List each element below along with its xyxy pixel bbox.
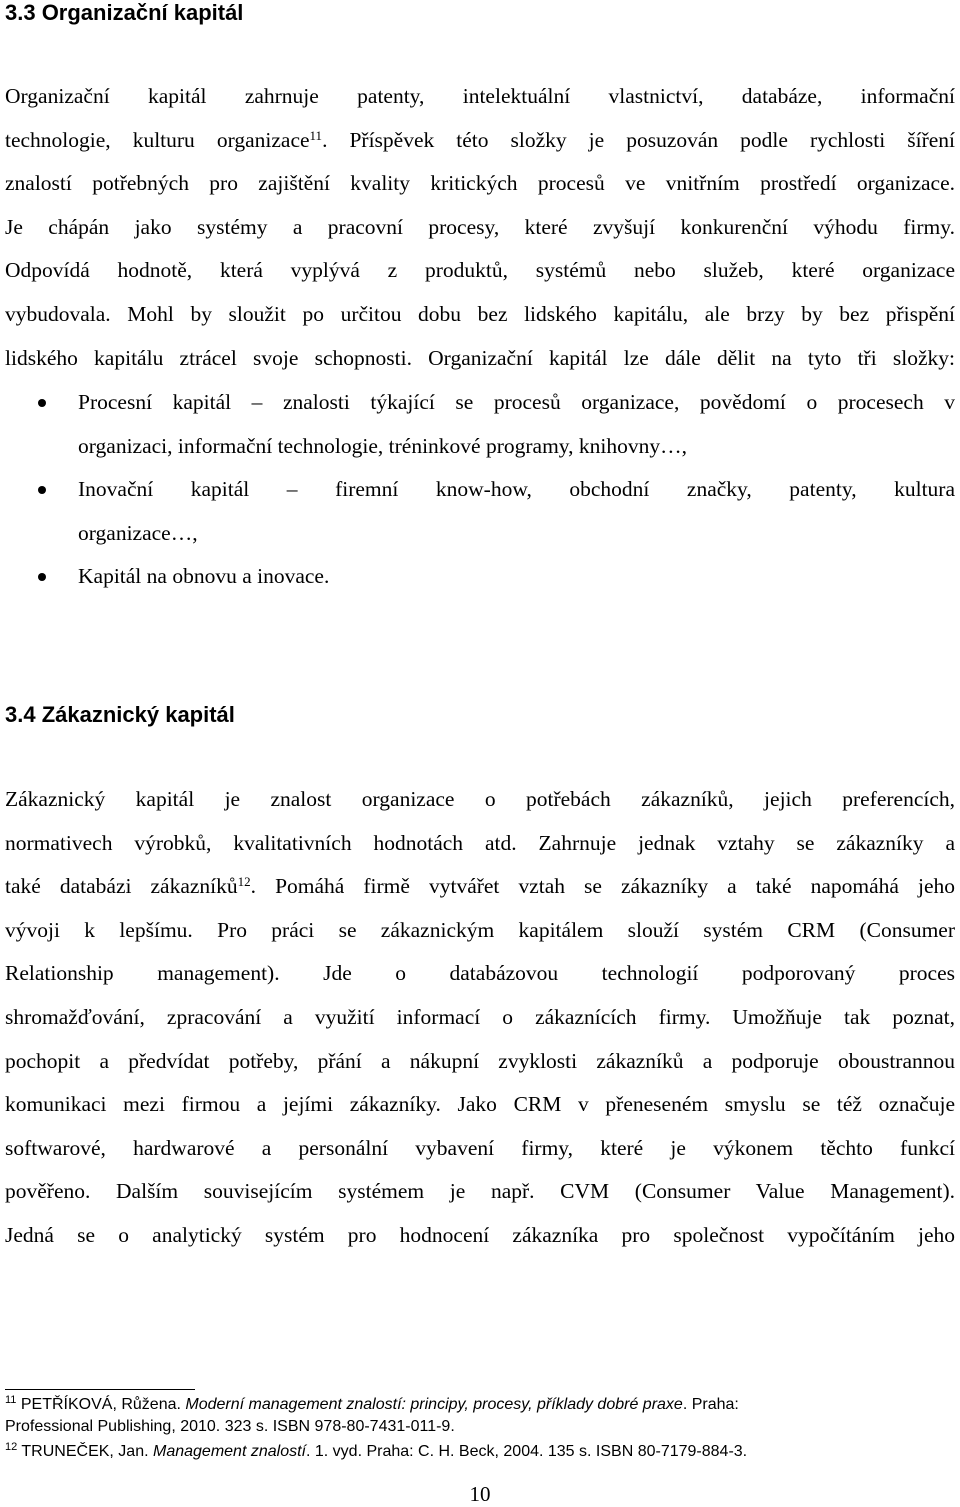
bullet-icon xyxy=(38,573,46,581)
text-line: Jedná se o analytický systém pro hodnocení zákazníka pro společnost vypočítáním jeho xyxy=(5,1222,955,1247)
footnote-11 xyxy=(5,1394,955,1438)
text-line: znalostí potřebných pro zajištění kvality kritických procesů ve vnitřním prostředí organizace. xyxy=(5,171,955,196)
footnote-publication: . Praha: xyxy=(682,1396,739,1413)
section-heading-3-4: 3.4 Zákaznický kapitál xyxy=(5,702,235,727)
paragraph-organizational-capital xyxy=(5,75,955,380)
footnote-divider xyxy=(5,1389,195,1390)
text-line: Procesní kapitál – znalosti týkající se procesů organizace, povědomí o procesech v xyxy=(78,390,955,414)
text-line: organizaci, informační technologie, tréninkové programy, knihovny…, xyxy=(78,433,687,458)
text-line: Je chápán jako systémy a pracovní procesy, které zvyšují konkurenční výhodu firmy. xyxy=(5,214,955,239)
text-line: vybudovala. Mohl by sloužit po určitou dobu bez lidského kapitálu, ale brzy by bez přispění xyxy=(5,301,955,326)
list-item xyxy=(0,555,955,599)
bullet-icon xyxy=(38,399,46,407)
text-line: pochopit a předvídat potřeby, přání a nákupní zvyklosti zákazníků a podporuje oboustrannou xyxy=(5,1048,955,1073)
bullet-list-components xyxy=(0,381,955,599)
text-line: Organizační kapitál zahrnuje patenty, intelektuální vlastnictví, databáze, informační xyxy=(5,84,955,108)
footnote-ref-11[interactable]: 11 xyxy=(309,127,323,143)
text-line: Relationship management). Jde o databázovou technologií podporovaný proces xyxy=(5,961,955,986)
text-line: technologie, kulturu organizace$^{11}$. Příspěvek této složky je posuzován podle rychlosti šíření xyxy=(5,127,955,152)
footnote-title: Moderní management znalostí: principy, procesy, příklady dobré praxe xyxy=(185,1396,683,1413)
footnote-publication: . 1. vyd. Praha: C. H. Beck, 2004. 135 s. ISBN 80-7179-884-3. xyxy=(305,1443,748,1460)
text-line: vývoji k lepšímu. Pro práci se zákaznickým kapitálem slouží systém CRM (Consumer xyxy=(5,917,955,942)
list-item xyxy=(0,468,955,555)
footnote-author: TRUNEČEK, Jan. xyxy=(21,1443,153,1460)
text-line: organizace…, xyxy=(78,520,198,545)
text-line: softwarové, hardwarové a personální vybavení firmy, které je výkonem těchto funkcí xyxy=(5,1135,955,1160)
footnote-author: PETŘÍKOVÁ, Růžena. xyxy=(20,1396,186,1413)
text-line: Inovační kapitál – firemní know-how, obchodní značky, patenty, kultura xyxy=(78,477,955,502)
page-number: 10 xyxy=(469,1482,491,1506)
section-heading-3-3: 3.3 Organizační kapitál xyxy=(5,0,244,25)
text-line: také databázi zákazníků$^{12}$. Pomáhá firmě vytvářet vztah se zákazníky a také napomáhá jeho xyxy=(5,874,955,899)
footnote-publication-cont: Professional Publishing, 2010. 323 s. ISBN 978-80-7431-011-9. xyxy=(5,1418,455,1435)
list-item xyxy=(0,381,955,468)
footnote-number: 12 xyxy=(5,1441,18,1453)
footnote-title: Management znalostí xyxy=(153,1443,306,1460)
bullet-icon xyxy=(38,486,46,494)
text-line: normativech výrobků, kvalitativních hodnotách atd. Zahrnuje jednak vztahy se zákazníky a xyxy=(5,830,955,855)
text-line: Odpovídá hodnotě, která vyplývá z produktů, systémů nebo služeb, které organizace xyxy=(5,258,955,283)
footnote-ref-12[interactable]: 12 xyxy=(237,874,251,890)
footnote-12 xyxy=(5,1441,955,1463)
paragraph-customer-capital xyxy=(5,778,955,1258)
text-line: shromažďování, zpracování a využití informací o zákaznících firmy. Umožňuje tak poznat, xyxy=(5,1004,955,1029)
text-line: komunikaci mezi firmou a jejími zákazníky. Jako CRM v přeneseném smyslu se též označuje xyxy=(5,1092,955,1117)
footnote-number: 11 xyxy=(5,1394,17,1406)
text-line: Kapitál na obnovu a inovace. xyxy=(78,564,330,589)
text-line: Zákaznický kapitál je znalost organizace o potřebách zákazníků, jejich preferencích, xyxy=(5,787,955,811)
text-line: pověřeno. Dalším souvisejícím systémem je např. CVM (Consumer Value Management). xyxy=(5,1179,955,1204)
text-line: lidského kapitálu ztrácel svoje schopnosti. Organizační kapitál lze dále dělit na tyto tři složky: xyxy=(5,345,955,370)
